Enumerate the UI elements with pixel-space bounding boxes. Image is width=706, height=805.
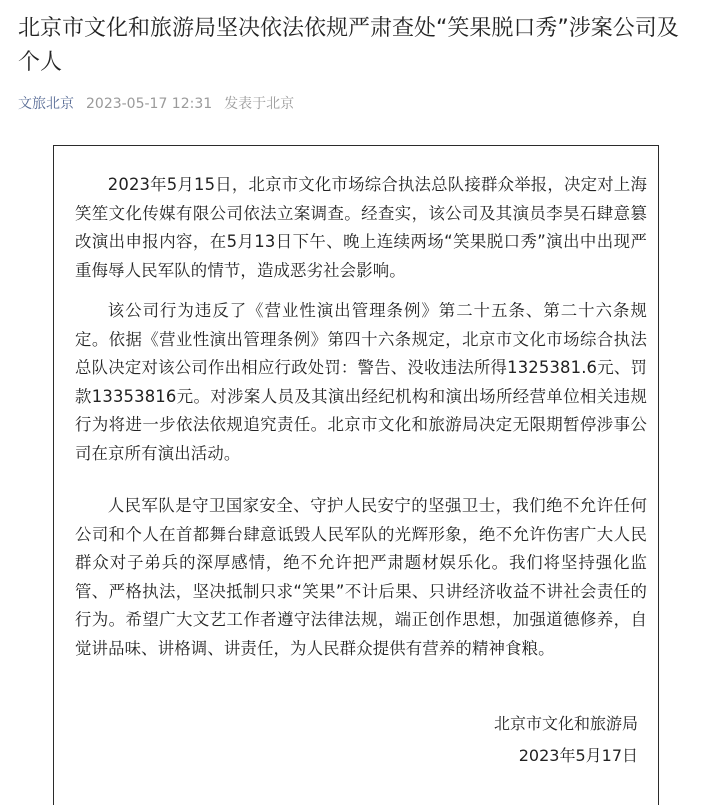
publish-datetime: 2023-05-17 12:31 (86, 96, 213, 112)
article-meta (18, 93, 294, 115)
article-title: 北京市文化和旅游局坚决依法依规严肃查处“笑果脱口秀”涉案公司及个人 (18, 16, 679, 75)
signature-date: 2023年5月17日 (518, 746, 638, 765)
signature-org: 北京市文化和旅游局 (493, 714, 638, 733)
author-link[interactable]: 文旅北京 (18, 96, 74, 112)
body-paragraph-3: 人民军队是守卫国家安全、守护人民安宁的坚强卫士，我们绝不允许任何公司和个人在首都舞台肆意诋毁人民军队的光辉形象，绝不允许伤害广大人民群众对子弟兵的深厚感情，绝不允许把严肃题材娱乐化。我们将坚持强化监管、严格执法，坚决抵制只求“笑果”不计后果、只讲经济收益不讲社会责任的行为。希望广大文艺工作者遵守法律法规，端正创作思想，加强道德修养，自觉讲品味、讲格调、讲责任，为人民群众提供有营养的精神食粮。 (75, 496, 647, 658)
body-paragraph-1: 2023年5月15日，北京市文化市场综合执法总队接群众举报，决定对上海笑笙文化传媒有限公司依法立案调查。经查实，该公司及其演员李昊石肆意篡改演出申报内容，在5月13日下午、晚上连续两场“笑果脱口秀”演出中出现严重侮辱人民军队的情节，造成恶劣社会影响。 (75, 175, 647, 280)
body-paragraph-2: 该公司行为违反了《营业性演出管理条例》第二十五条、第二十六条规定。依据《营业性演出管理条例》第四十六条规定，北京市文化市场综合执法总队决定对该公司作出相应行政处罚：警告、没收违法所得1325381.6元、罚款13353816元。对涉案人员及其演出经纪机构和演出场所经营单位相关违规行为将进一步依法依规追究责任。北京市文化和旅游局决定无限期暂停涉事公司在京所有演出活动。 (75, 301, 647, 463)
publish-location: 发表于北京 (224, 96, 295, 112)
